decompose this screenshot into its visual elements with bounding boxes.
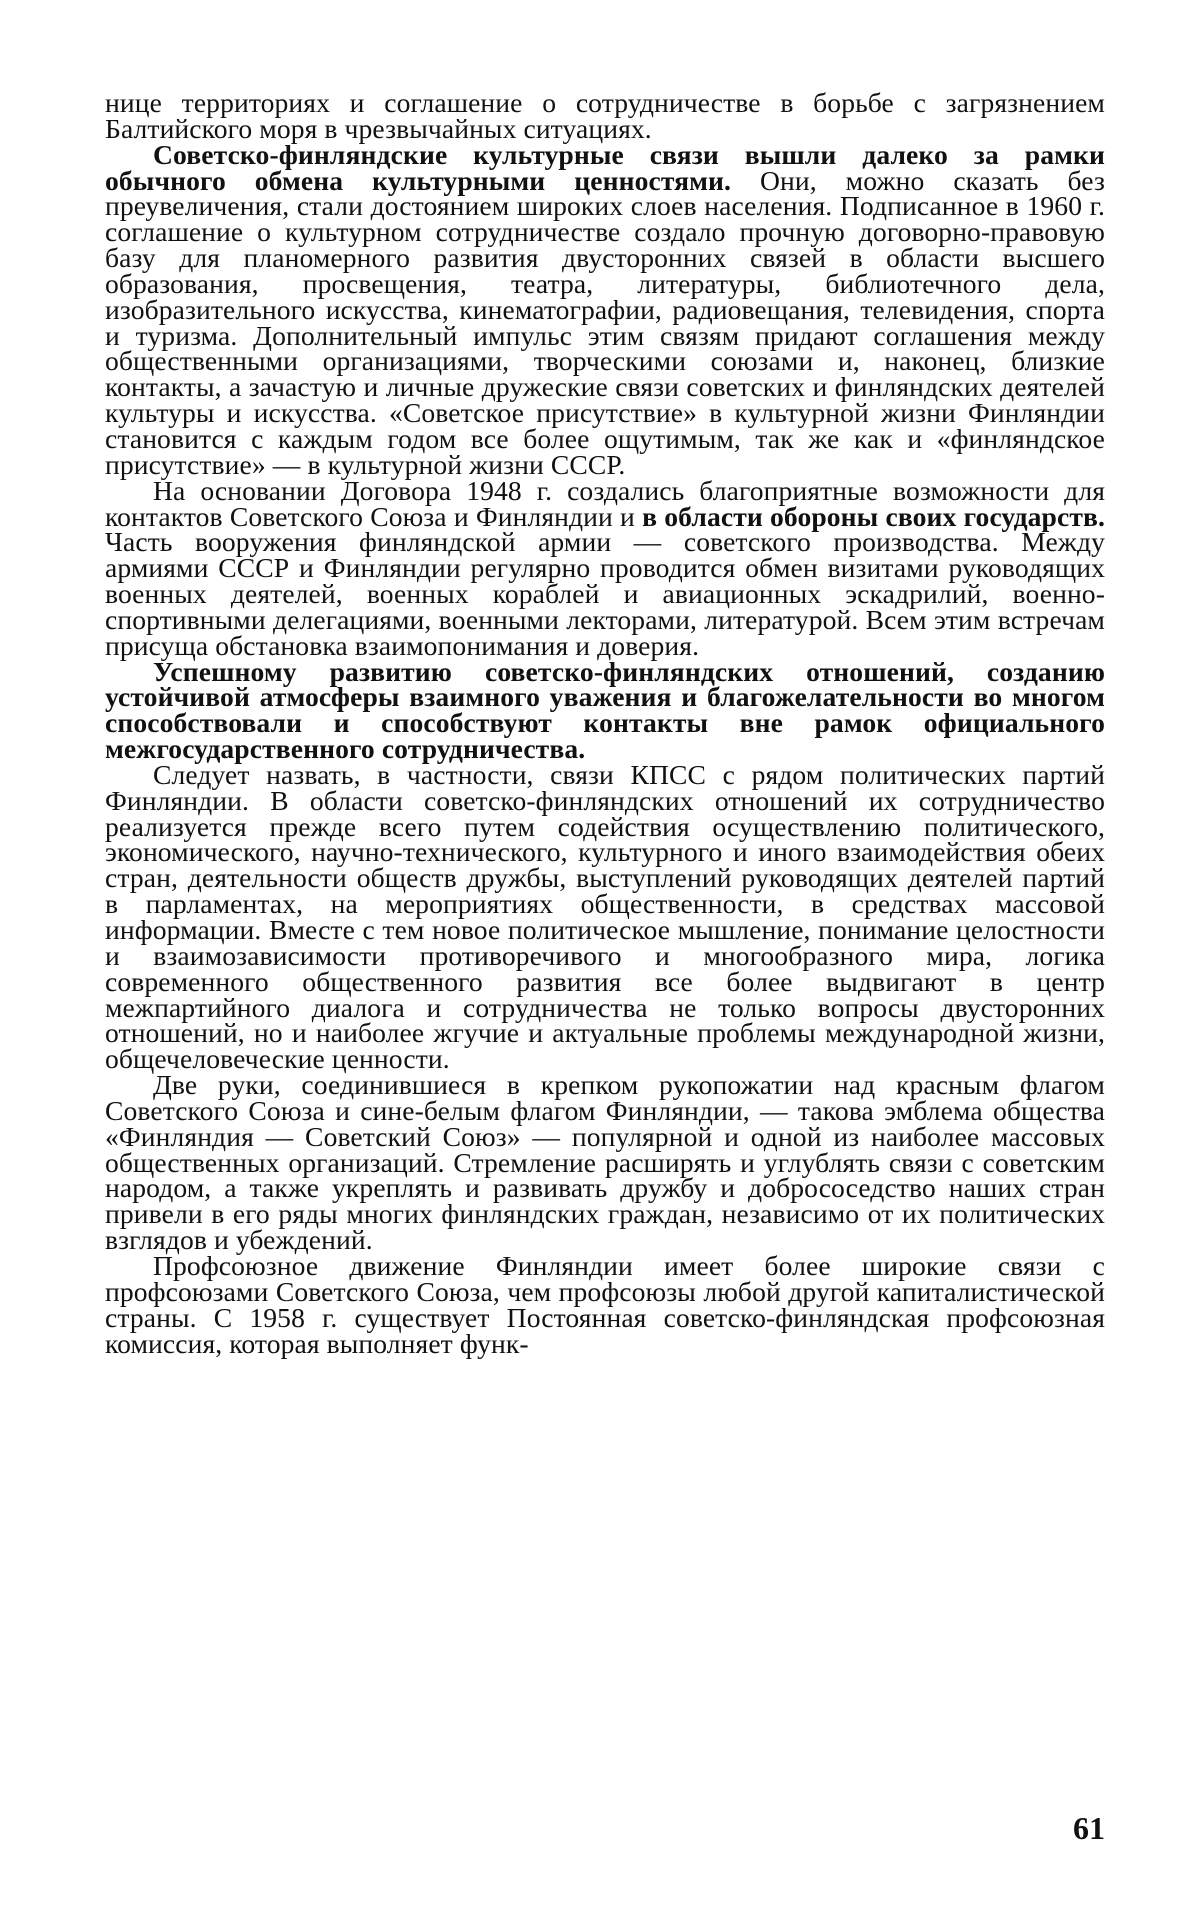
paragraph-4 xyxy=(105,655,1105,765)
paragraph-3 xyxy=(105,474,1105,661)
paragraph-6-run-1: Две руки, соединившиеся в крепком рукопожатии над красным флагом Советского Союза и сине-белым флагом Финляндии, — такова эмблема общества «Финляндия — Советский Союз» — популярной и одной из наиболее массовых общественных организаций. Стремление расширять и углублять связи с советским народом, а также укреплять и развивать дружбу и добрососедство наших стран привели в его ряды многих финляндских граждан, независимо от их политических взглядов и убеждений. xyxy=(105,1069,1105,1256)
paragraph-1 xyxy=(105,87,1105,144)
paragraph-2 xyxy=(105,138,1105,480)
paragraph-7-run-1: Профсоюзное движение Финляндии имеет более широкие связи с профсоюзами Советского Союза, чем профсоюзы любой другой капиталистической страны. С 1958 г. существует Постоянная советско-финляндская профсоюзная комиссия, которая выполняет функ- xyxy=(105,1249,1105,1359)
paragraph-3-bold-phrase: в области обороны своих государств. xyxy=(642,500,1105,532)
paragraph-7 xyxy=(105,1249,1105,1359)
paragraph-5 xyxy=(105,758,1105,1075)
paragraph-3-run-1: На основании Договора 1948 г. создались благоприятные возможности для контактов Советского Союза и Финляндии и xyxy=(105,474,1105,532)
paragraph-5-run-1: Следует назвать, в частности, связи КПСС с рядом политических партий Финляндии. В области советско-финляндских отношений их сотрудничество реализуется прежде всего путем содействия осуществлению политического, экономического, научно-технического, культурного и иного взаимодействия обеих стран, деятельности обществ дружбы, выступлений руководящих деятелей партий в парламентах, на мероприятиях общественности, в средствах массовой информации. Вместе с тем новое политическое мышление, понимание целостности и взаимозависимости противоречивого и многообразного мира, логика современного общественного развития все более выдвигают в центр межпартийного диалога и сотрудничества не только вопросы двусторонних отношений, но и наиболее жгучие и актуальные проблемы международной жизни, общечеловеческие ценности. xyxy=(105,758,1105,1075)
text-column xyxy=(105,87,1105,1359)
paragraph-3-run-3: Часть вооружения финляндской армии — советского производства. Между армиями СССР и Финляндии регулярно проводится обмен визитами руководящих военных деятелей, военных кораблей и авиационных эскадрилий, военно-спортивными делегациями, военными лекторами, литературой. Всем этим встречам присуща обстановка взаимопонимания и доверия. xyxy=(105,526,1105,661)
paragraph-2-bold-lead: Советско-финляндские культурные связи вышли далеко за рамки обычного обмена культурными ценностями. xyxy=(105,138,1105,196)
paragraph-2-run-2: Они, можно сказать без преувеличения, стали достоянием широких слоев населения. Подписанное в 1960 г. соглашение о культурном сотрудничестве создало прочную договорно-правовую базу для планомерного развития двусторонних связей в области высшего образования, просвещения, театра, литературы, библиотечного дела, изобразительного искусства, кинематографии, радиовещания, телевидения, спорта и туризма. Дополнительный импульс этим связям придают соглашения между общественными организациями, творческими союзами и, наконец, близкие контакты, а зачастую и личные дружеские связи советских и финляндских деятелей культуры и искусства. «Советское присутствие» в культурной жизни Финляндии становится с каждым годом все более ощутимым, так же как и «финляндское присутствие» — в культурной жизни СССР. xyxy=(105,164,1105,480)
page-number: 61 xyxy=(1073,1810,1105,1846)
paragraph-6 xyxy=(105,1069,1105,1256)
paragraph-4-bold-text: Успешному развитию советско-финляндских отношений, созданию устойчивой атмосферы взаимного уважения и благожелательности во многом способствовали и способствуют контакты вне рамок официального межгосударственного сотрудничества. xyxy=(105,655,1105,765)
paragraph-1-run-1: нице территориях и соглашение о сотрудничестве в борьбе с загрязнением Балтийского моря в чрезвычайных ситуациях. xyxy=(105,87,1105,144)
